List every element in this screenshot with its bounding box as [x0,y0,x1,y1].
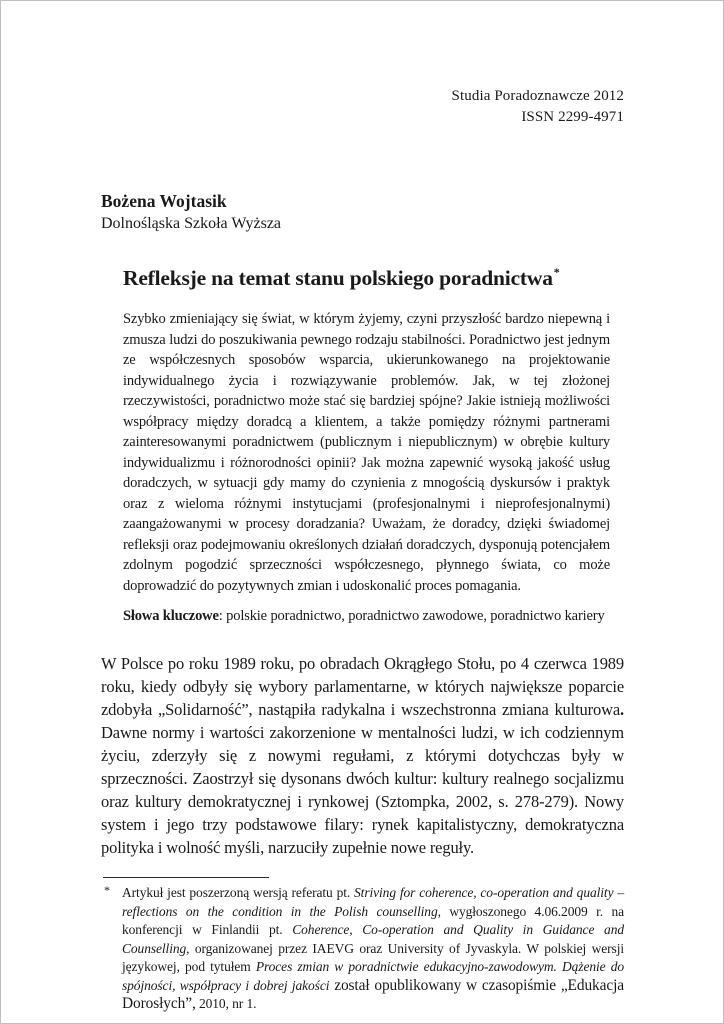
text-segment: Coherence, Co-operation and Quality in Guidance and Counselling [122,922,624,956]
footnote [101,884,624,1014]
text-segment: , organizowanej przez IAEVG oraz University of Jyvaskyla. W polskiej wersji językowej, pod tytułem [122,940,624,974]
article-title-text: Refleksje na temat stanu polskiego poradnictwa [123,266,553,290]
author-block [101,190,624,235]
journal-issn: ISSN 2299-4971 [521,109,624,125]
text-segment: został opublikowany w czasopiśmie „Edukacja Dorosłych”, [122,976,625,1012]
footnote-rule [103,877,269,878]
footnote-text [122,885,624,1011]
title-footnote-marker: * [553,265,560,279]
text-segment: , wygłoszonego 4.06.2009 r. na konferencji w Finlandii pt. [122,903,625,937]
keywords-label: Słowa kluczowe [123,608,219,624]
abstract-paragraph: Szybko zmieniający się świat, w którym żyjemy, czyni przyszłość bardzo niepewną i zmusza ludzi do poszukiwania pewnego rodzaju stabilności. Poradnictwo jest jednym ze współczesnych sposobów wsparcia, ukierunkowanego na projektowanie indywidualnego życia i rozwiązywanie problemów. Jak, w tej złożonej rzeczywistości, poradnictwo może stać się bardziej spójne? Jakie istnieją możliwości współpracy między doradcą a klientem, a także pomiędzy różnymi partnerami zainteresowanymi poradnictwem (publicznym i niepublicznym) w obrębie kultury indywidualizmu i różnorodności opinii? Jak można zapewnić wysoką jakość usług doradczych, w sytuacji gdy mamy do czynienia z mnogością dyskursów i praktyk oraz z wieloma różnymi instytucjami (profesjonalnymi i nieprofesjonalnymi) zaangażowanymi w procesy doradzania? Uważam, że doradcy, dzięki świadomej refleksji oraz podejmowaniu określonych działań doradczych, dysponują potencjałem zdolnym pogodzić sprzeczności współczesnego, płynnego świata, co może doprowadzić do pozytywnych zmian i udoskonalić proces pomagania. [123,311,610,594]
journal-name: Studia Poradoznawcze 2012 [451,88,624,104]
journal-header [101,86,624,128]
body-paragraph [101,652,624,859]
author-affiliation: Dolnośląska Szkoła Wyższa [101,215,282,232]
article-title [123,258,624,292]
author-name: Bożena Wojtasik [101,191,227,211]
keywords-text: : polskie poradnictwo, poradnictwo zawodowe, poradnictwo kariery [218,608,605,624]
keywords-line [123,606,610,626]
text-segment: Proces zmian w poradnictwie edukacyjno-zawodowym. Dążenie do spójności, współpracy i dobrej jakości [122,959,624,993]
text-segment: . [620,700,624,719]
text-segment: Dawne normy i wartości zakorzenione w mentalności ludzi, w ich codziennym życiu, zderzyły się z nowymi regułami, z którymi dotychczas były w sprzeczności. Zaostrzył się dysonans dwóch kultur: kultury realnego socjalizmu oraz kultury demokratycznej i rynkowej (Sztompka, 2002, s. 278-279). Nowy system i jego trzy podstawowe filary: rynek kapitalistyczny, demokratyczna polityka i wolność myśli, narzuciły zupełnie nowe reguły. [101,723,624,857]
text-segment: 2010, nr 1. [195,996,257,1011]
text-segment: W Polsce po roku 1989 roku, po obradach Okrągłego Stołu, po 4 czerwca 1989 roku, kiedy odbyły się wybory parlamentarne, w których największe poparcie zdobyła „Solidarność”, nastąpiła radykalna i wszechstronna zmiana kulturowa [101,654,624,719]
text-segment: Striving for coherence, co-operation and quality – reflections on the condition in the Polish counselling [122,885,624,919]
text-segment: Artykuł jest poszerzoną wersją referatu pt. [122,885,355,900]
footnote-marker: * [104,883,110,897]
